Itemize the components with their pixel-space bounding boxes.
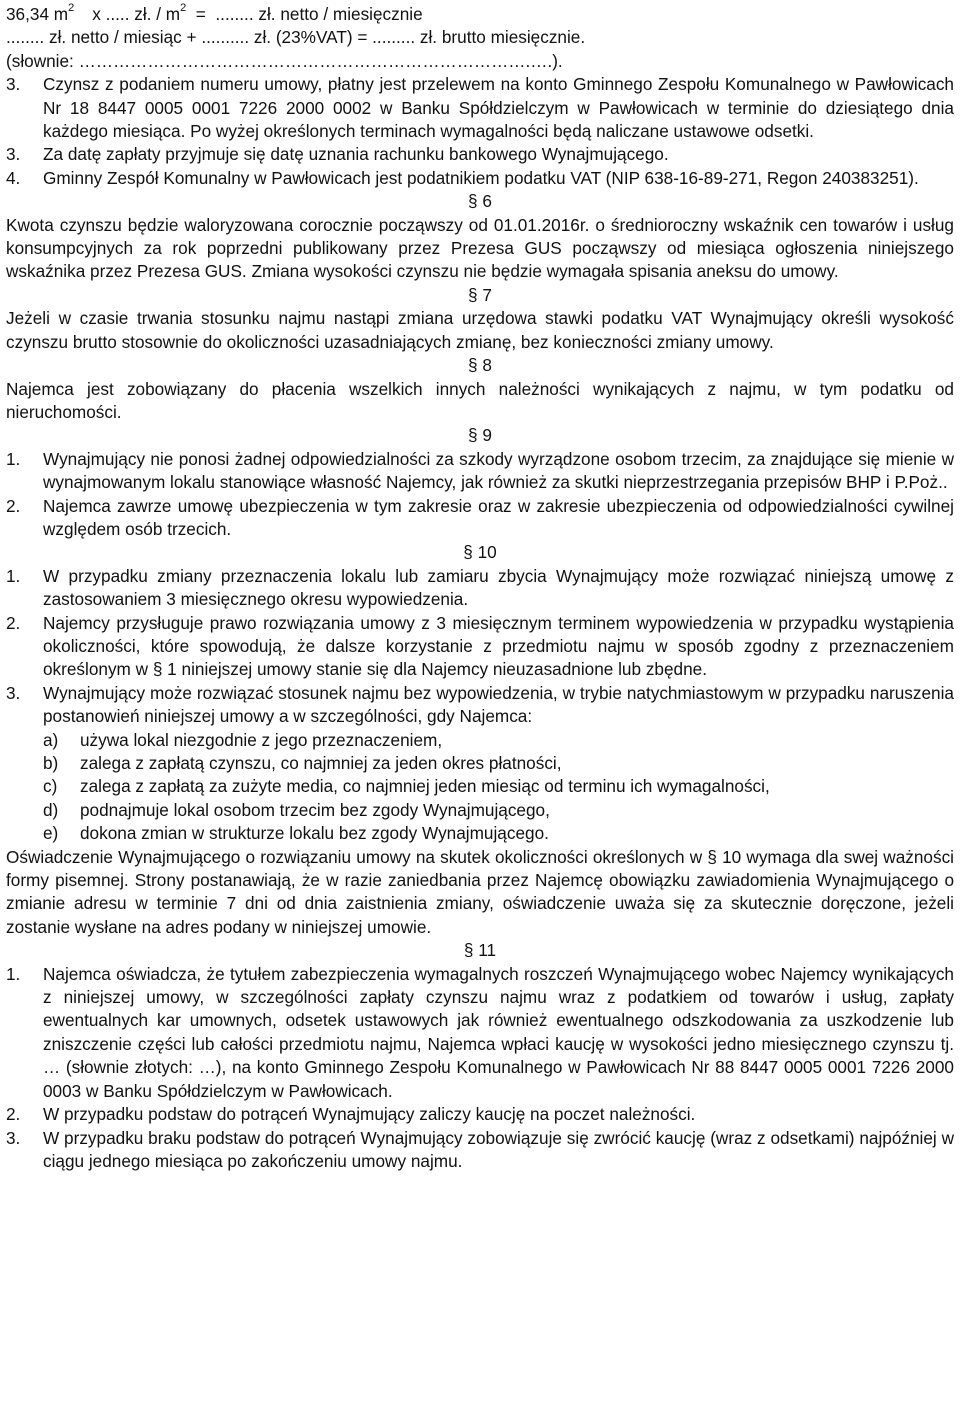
section-6-text: Kwota czynszu będzie waloryzowana corocznie począwszy od 01.01.2016r. o średnioroczny wskaźnik cen towarów i usług konsumpcyjnych za rok poprzedni publikowany przez Prezesa GUS począwszy od miesiąca ogłoszenia niniejszego wskaźnika przez Prezesa GUS. Zmiana wysokości czynszu nie będzie wymagała spisania aneksu do umowy. bbox=[6, 214, 954, 282]
rent-calc-line-1: 36,34 $m^2$ x ..... zł. / $m^2$ = ........ zł. netto / miesięcznie bbox=[6, 2, 423, 24]
section-7-heading: § 7 bbox=[468, 284, 492, 305]
section-11-heading: § 11 bbox=[463, 940, 497, 961]
section-10-subitem-e: e) dokona zmian w strukturze lokalu bez zgody Wynajmującego. bbox=[43, 823, 549, 844]
section-10-subitem-b: b) zalega z zapłatą czynszu, co najmniej za jeden okres płatności, bbox=[43, 753, 562, 773]
multiply-sign: x bbox=[92, 4, 101, 24]
section-9-item-1: 1. Wynajmujący nie ponosi żadnej odpowiedzialności za szkody wyrządzone osobom trzecim, za znajdujące się mienie w wynajmowanym lokalu stanowiące własność Najemcy, jak również za skutki nieprzestrzegania przepisów BHP i P.Poż.. bbox=[6, 448, 954, 493]
section-9-heading: § 9 bbox=[468, 425, 492, 446]
monthly-net: ........ zł. netto / miesięcznie bbox=[215, 4, 423, 24]
rent-calc-line-2: ........ zł. netto / miesiąc + .......... zł. (23%VAT) = ......... zł. brutto miesięcznie. bbox=[6, 27, 586, 48]
equals-sign: = bbox=[195, 4, 206, 24]
section-7-text: Jeżeli w czasie trwania stosunku najmu nastąpi zmiana urzędowa stawki podatku VAT Wynajmujący określi wysokość czynszu brutto stosownie do okoliczności uzasadniających zmianę, bez konieczności zmiany umowy. bbox=[6, 308, 954, 352]
area-value: 36,34 m bbox=[6, 4, 69, 24]
price-per-m: ..... zł. / m bbox=[105, 4, 181, 24]
section-10-item-1: 1. W przypadku zmiany przeznaczenia lokalu lub zamiaru zbycia Wynajmujący może rozwiązać niniejszą umowę z zastosowaniem 3 miesięcznego okresu wypowiedzenia. bbox=[6, 565, 954, 610]
rent-calc-line-3: (słownie: …………………………………………………………………….….). bbox=[6, 50, 563, 71]
section-10-heading: § 10 bbox=[463, 542, 497, 563]
clause-3-payment-date: 3. Za datę zapłaty przyjmuje się datę uznania rachunku bankowego Wynajmującego. bbox=[6, 144, 669, 165]
section-6-heading: § 6 bbox=[468, 191, 492, 212]
section-11-item-2: 2. W przypadku podstaw do potrąceń Wynajmujący zaliczy kaucję na poczet należności. bbox=[6, 1104, 696, 1125]
clause-3-payment: 3. Czynsz z podaniem numeru umowy, płatny jest przelewem na konto Gminnego Zespołu Komunalnego w Pawłowicach Nr 18 8447 0005 0001 7226 2000 0002 w Banku Spółdzielczym w Pawłowicach w terminie do dziesiątego dnia każdego miesiąca. Po wyżej określonych terminach wymagalności będą naliczane ustawowe odsetki. bbox=[6, 74, 954, 142]
section-10-subitem-c: c) zalega z zapłatą za zużyte media, co najmniej jeden miesiąc od terminu ich wymagalności, bbox=[43, 776, 770, 797]
section-10-item-3: 3. Wynajmujący może rozwiązać stosunek najmu bez wypowiedzenia, w trybie natychmiastowym w przypadku naruszenia postanowień niniejszej umowy a w szczególności, gdy Najemca: bbox=[6, 682, 954, 727]
clause-4-vat: 4. Gminny Zespół Komunalny w Pawłowicach jest podatnikiem podatku VAT (NIP 638-16-89-271, Regon 240383251). bbox=[6, 167, 919, 188]
section-10-subitem-d: d) podnajmuje lokal osobom trzecim bez zgody Wynajmującego, bbox=[43, 799, 550, 820]
section-9-item-2: 2. Najemca zawrze umowę ubezpieczenia w tym zakresie oraz w zakresie ubezpieczenia od odpowiedzialności cywilnej względem osób trzecich. bbox=[6, 495, 954, 539]
section-8-heading: § 8 bbox=[468, 355, 492, 376]
section-10-closing: Oświadczenie Wynajmującego o rozwiązaniu umowy na skutek okoliczności określonych w § 10 wymaga dla swej ważności formy pisemnej. Strony postanawiają, że w razie zaniedbania przez Najemcę obowiązku zawiadomienia Wynajmującego o zmianie adresu w terminie 7 dni od dnia zaistnienia zmiany, oświadczenie uważa się za skutecznie doręczone, jeżeli zostanie wysłane na adres podany w niniejszej umowie. bbox=[6, 846, 954, 937]
section-10-subitem-a: a) używa lokal niezgodnie z jego przeznaczeniem, bbox=[43, 729, 443, 750]
section-11-item-3: 3. W przypadku braku podstaw do potrąceń Wynajmujący zobowiązuje się zwrócić kaucję (wraz z odsetkami) najpóźniej w ciągu jednego miesiąca po zakończeniu umowy najmu. bbox=[6, 1127, 954, 1171]
section-8-text: Najemca jest zobowiązany do płacenia wszelkich innych należności wynikających z najmu, w tym podatku od nieruchomości. bbox=[6, 378, 954, 422]
section-10-item-2: 2. Najemcy przysługuje prawo rozwiązania umowy z 3 miesięcznym terminem wypowiedzenia w przypadku wystąpienia okoliczności, które spowodują, że dalsze korzystanie z przedmiotu najmu w sposób zgodny z przeznaczeniem określonym w § 1 niniejszej umowy stanie się dla Najemcy nieuzasadnione lub zbędne. bbox=[6, 612, 954, 680]
section-11-item-1: 1. Najemca oświadcza, że tytułem zabezpieczenia wymagalnych roszczeń Wynajmującego wobec Najemcy wynikających z niniejszej umowy, w szczególności zapłaty czynszu najmu wraz z podatkiem od towarów i usług, zapłaty ewentualnych kar umownych, odsetek ustawowych jak również ewentualnego odszkodowania za uszkodzenie lub zniszczenie części lub całości przedmiotu najmu, Najemca wpłaci kaucję w wysokości jedno miesięcznego czynszu tj. … (słownie złotych: …), na konto Gminnego Zespołu Komunalnego w Pawłowicach Nr 88 8447 0005 0001 7226 2000 0003 w Banku Spółdzielczym w Pawłowicach. bbox=[6, 963, 954, 1101]
